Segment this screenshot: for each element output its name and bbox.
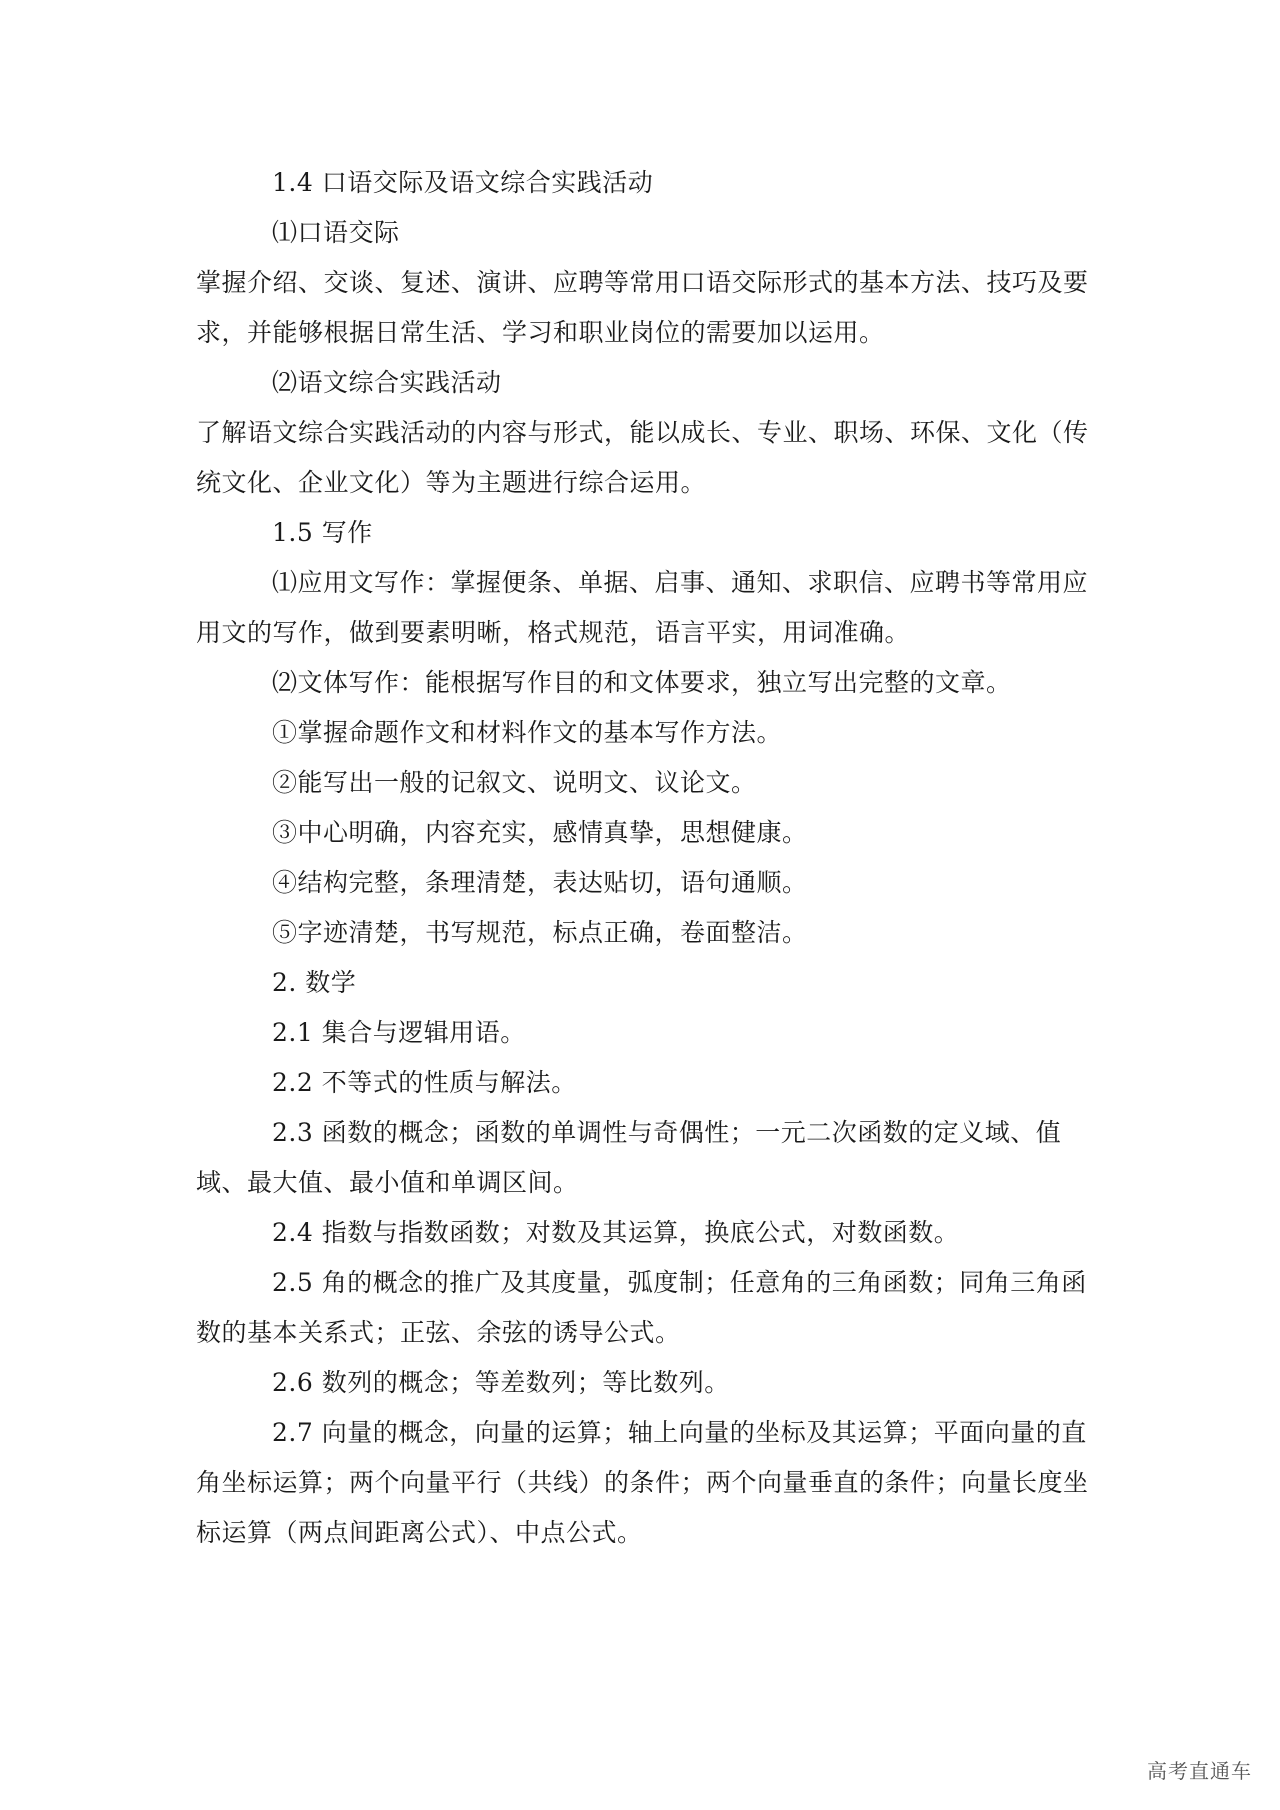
math-item: 2.5 角的概念的推广及其度量，弧度制；任意角的三角函数；同角三角函数的基本关系式；正弦、余弦的诱导公式。 bbox=[196, 1268, 1087, 1347]
paragraph-practice: 了解语文综合实践活动的内容与形式，能以成长、专业、职场、环保、文化（传统文化、企业文化）等为主题进行综合运用。 bbox=[196, 418, 1089, 497]
watermark: 高考直通车 bbox=[1147, 1759, 1252, 1783]
math-item: 2.3 函数的概念；函数的单调性与奇偶性；一元二次函数的定义域、值域、最大值、最小值和单调区间。 bbox=[196, 1118, 1062, 1197]
subheading-oral: ⑴口语交际 bbox=[272, 218, 400, 247]
math-item: 2.4 指数与指数函数；对数及其运算，换底公式，对数函数。 bbox=[272, 1218, 960, 1247]
paragraph-applied-writing: ⑴应用文写作：掌握便条、单据、启事、通知、求职信、应聘书等常用应用文的写作，做到要素明晰，格式规范，语言平实，用词准确。 bbox=[196, 568, 1089, 647]
heading-1-5: 1.5 写作 bbox=[272, 518, 373, 547]
list-item: ①掌握命题作文和材料作文的基本写作方法。 bbox=[272, 718, 783, 747]
math-item: 2.1 集合与逻辑用语。 bbox=[272, 1018, 526, 1047]
math-item: 2.6 数列的概念；等差数列；等比数列。 bbox=[272, 1368, 730, 1397]
heading-1-4: 1.4 口语交际及语文综合实践活动 bbox=[272, 168, 654, 197]
heading-math: 2. 数学 bbox=[272, 968, 357, 997]
math-item: 2.2 不等式的性质与解法。 bbox=[272, 1068, 577, 1097]
list-item: ④结构完整，条理清楚，表达贴切，语句通顺。 bbox=[272, 868, 808, 897]
list-item: ⑤字迹清楚，书写规范，标点正确，卷面整洁。 bbox=[272, 918, 808, 947]
paragraph-oral: 掌握介绍、交谈、复述、演讲、应聘等常用口语交际形式的基本方法、技巧及要求，并能够根据日常生活、学习和职业岗位的需要加以运用。 bbox=[196, 268, 1089, 347]
list-item: ②能写出一般的记叙文、说明文、议论文。 bbox=[272, 768, 757, 797]
document-body bbox=[196, 158, 1096, 1558]
math-item: 2.7 向量的概念，向量的运算；轴上向量的坐标及其运算；平面向量的直角坐标运算；两个向量平行（共线）的条件；两个向量垂直的条件；向量长度坐标运算（两点间距离公式）、中点公式。 bbox=[196, 1418, 1089, 1547]
paragraph-genre-writing: ⑵文体写作：能根据写作目的和文体要求，独立写出完整的文章。 bbox=[272, 668, 1012, 697]
subheading-practice: ⑵语文综合实践活动 bbox=[272, 368, 502, 397]
list-item: ③中心明确，内容充实，感情真挚，思想健康。 bbox=[272, 818, 808, 847]
